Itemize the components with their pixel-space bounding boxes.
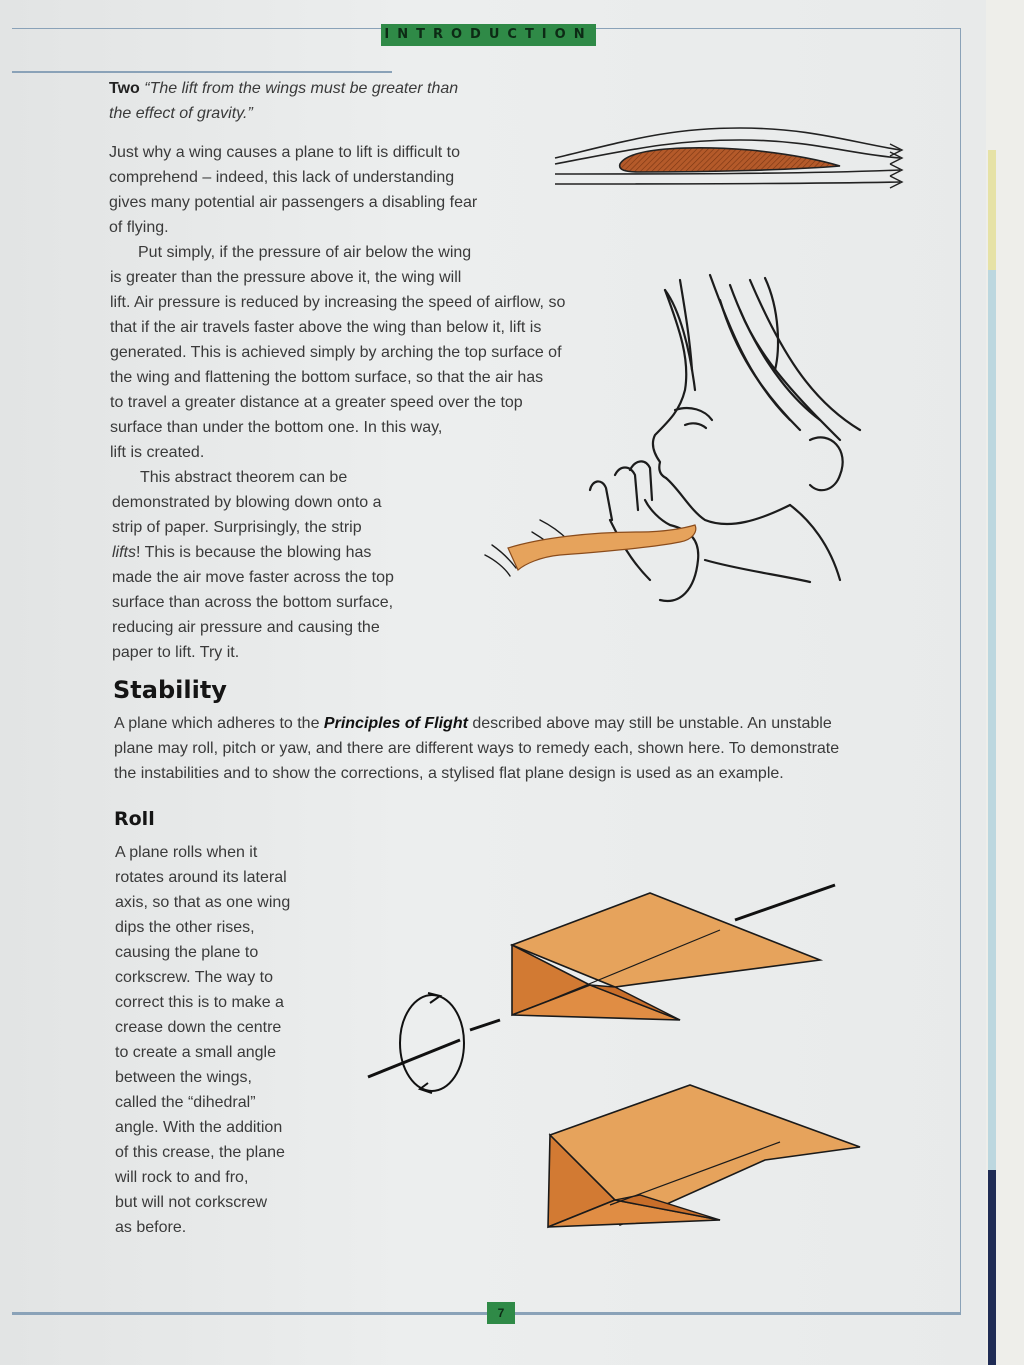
text-line: gives many potential air passengers a disabling fear [109,194,478,211]
text-line: This abstract theorem can be [140,469,348,486]
text-segment: A plane which adheres to the [114,715,324,732]
text-line: corkscrew. The way to [115,969,273,986]
text-line: correct this is to make a [115,994,284,1011]
text-line: the wing and flattening the bottom surface, so that the air has [110,369,544,386]
text-line: reducing air pressure and causing the [112,619,380,636]
quote-line-1: “The lift from the wings must be greater than [144,80,459,97]
page-number: 7 [487,1302,515,1324]
section-header: INTRODUCTION [381,24,596,46]
emphasis-lifts: lifts [112,544,136,561]
text-line: made the air move faster across the top [112,569,394,586]
text-line: dips the other rises, [115,919,255,936]
text-line: plane may roll, pitch or yaw, and there are different ways to remedy each, shown here. To demonstrate [114,740,840,757]
text-line: causing the plane to [115,944,259,961]
text-line: to travel a greater distance at a greater speed over the top [110,394,523,411]
airfoil-illustration [550,120,910,200]
text-line: called the “dihedral” [115,1094,256,1111]
text-line: paper to lift. Try it. [112,644,240,661]
lead-label: Two [109,80,140,97]
text-line: comprehend – indeed, this lack of understanding [109,169,455,186]
text-line [112,540,452,565]
blowing-paper-illustration [480,270,900,620]
text-line: surface than across the bottom surface, [112,594,394,611]
intro-paragraph-1 [109,140,529,240]
text-line: Just why a wing causes a plane to lift is difficult to [109,144,460,161]
text-line: angle. With the addition [115,1119,283,1136]
text-line: generated. This is achieved simply by arching the top surface of [110,344,562,361]
text-line: surface than under the bottom one. In this way, [110,419,443,436]
text-line: demonstrated by blowing down onto a [112,494,382,511]
edge-color-strip [988,150,996,270]
text-line: strip of paper. Surprisingly, the strip [112,519,362,536]
text-line [114,711,894,736]
text-line: lift is created. [110,444,205,461]
text-line: that if the air travels faster above the wing than below it, lift is [110,319,542,336]
roll-paragraph [115,840,325,1240]
quote-line-2: the effect of gravity.” [109,105,253,122]
text-line: as before. [115,1219,187,1236]
intro-quote [109,76,529,126]
principles-of-flight-emphasis: Principles of Flight [323,715,468,732]
text-line: lift. Air pressure is reduced by increasing the speed of airflow, so [110,294,566,311]
footer-line [12,1312,960,1314]
text-line: of flying. [109,219,169,236]
text-line: to create a small angle [115,1044,276,1061]
text-line: of this crease, the plane [115,1144,285,1161]
edge-color-strip [988,270,996,1170]
intro-paragraph-3 [112,465,452,665]
roll-plane-illustration [360,875,840,1045]
roll-heading: Roll [114,808,155,830]
dihedral-plane-illustration [540,1080,870,1230]
text-line: but will not corkscrew [115,1194,268,1211]
text-line: Put simply, if the pressure of air below the wing [138,244,472,261]
text-line: between the wings, [115,1069,252,1086]
text-line: the instabilities and to show the corrections, a stylised flat plane design is used as an example. [114,765,784,782]
text-segment: described above may still be unstable. An unstable [467,715,832,732]
text-line: axis, so that as one wing [115,894,291,911]
text-line: rotates around its lateral [115,869,287,886]
edge-color-strip [988,1170,996,1365]
text-line: crease down the centre [115,1019,282,1036]
stability-paragraph [114,711,894,786]
frame-line [12,71,392,73]
text-line-rest: ! This is because the blowing has [136,544,372,561]
stability-heading: Stability [113,676,227,704]
text-line: will rock to and fro, [115,1169,249,1186]
text-line: A plane rolls when it [115,844,258,861]
text-line: is greater than the pressure above it, the wing will [110,269,462,286]
